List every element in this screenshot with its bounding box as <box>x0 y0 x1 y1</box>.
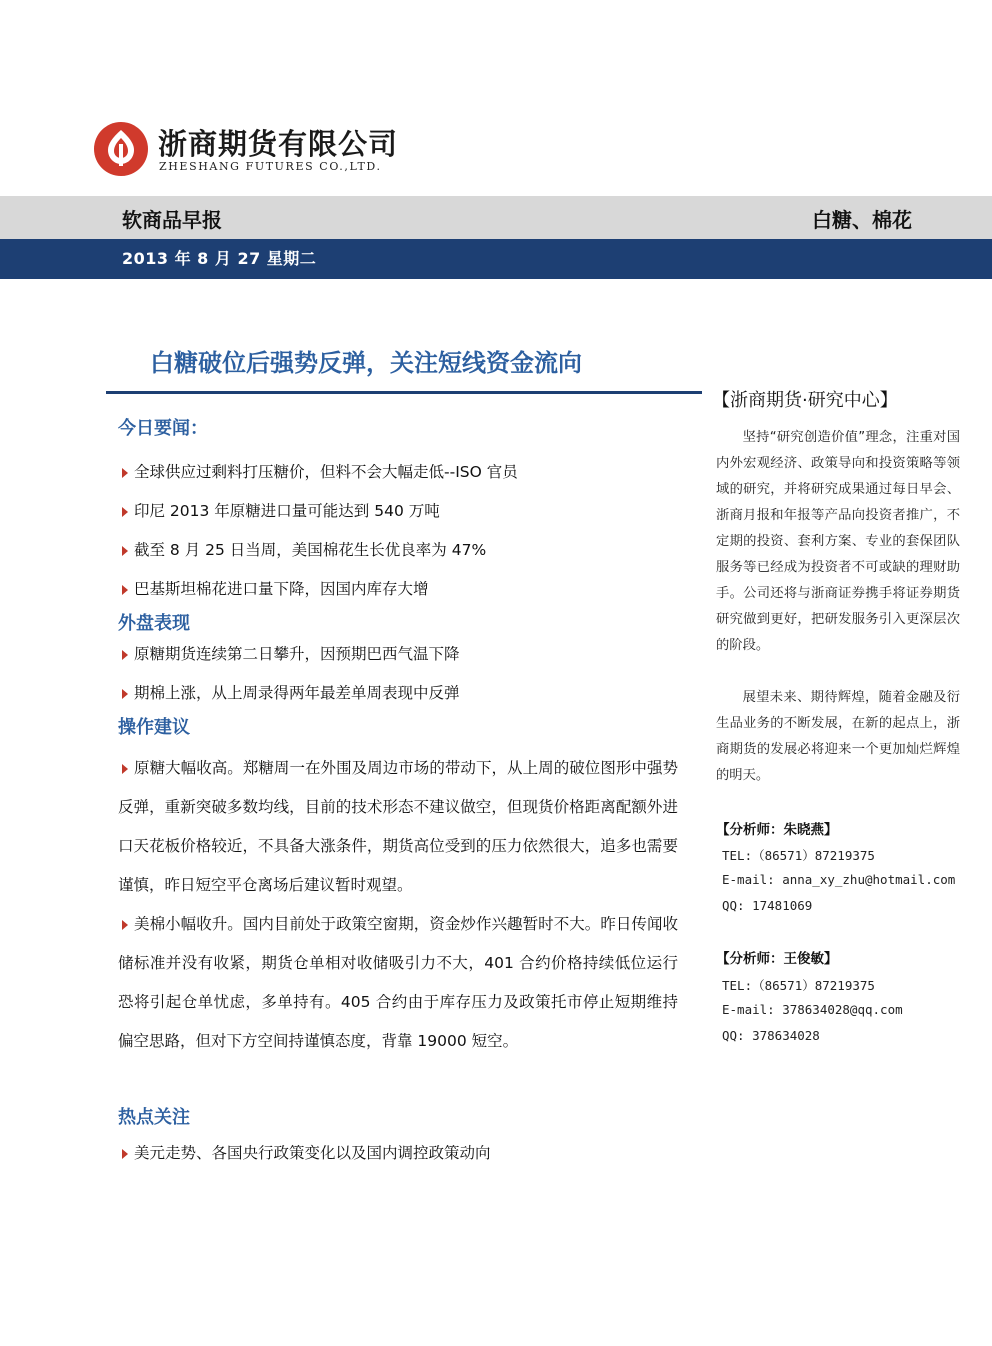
list-item <box>122 577 429 599</box>
sidebar-outlook-paragraph: 展望未来、期待辉煌，随着金融及衍生品业务的不断发展，在新的起点上，浙商期货的发展必将迎来一个更加灿烂辉煌的明天。 <box>716 690 960 783</box>
section-title-advice: 操作建议 <box>118 717 190 738</box>
bullet-arrow-icon <box>122 468 128 478</box>
sidebar-intro-paragraph: 坚持“研究创造价值”理念，注重对国内外宏观经济、政策导向和投资策略等领域的研究，并将研究成果通过每日早会、浙商月报和年报等产品向投资者推广，不定期的投资、套利方案、专业的套保团队服务等已经成为投资者不可或缺的理财助手。公司还将与浙商证券携手将证券期货研究做到更好，把研发服务引入更深层次的阶段。 <box>716 430 960 653</box>
list-item <box>122 538 486 560</box>
bullet-arrow-icon <box>122 920 128 930</box>
report-type: 软商品早报 <box>122 208 222 232</box>
overseas-item-text: 期棉上涨，从上周录得两年最差单周表现中反弹 <box>134 684 460 702</box>
focus-item-text: 美元走势、各国央行政策变化以及国内调控政策动向 <box>134 1144 491 1162</box>
list-item <box>122 1141 491 1163</box>
overseas-item-text: 原糖期货连续第二日攀升，因预期巴西气温下降 <box>134 645 460 663</box>
bullet-arrow-icon <box>122 1149 128 1159</box>
company-logo <box>92 118 399 182</box>
company-logo-mark-icon <box>92 120 150 178</box>
report-date: 2013 年 8 月 27 星期二 <box>122 249 317 268</box>
bullet-arrow-icon <box>122 650 128 660</box>
analyst-email[interactable]: E-mail: anna_xy_zhu@hotmail.com <box>722 872 956 887</box>
company-name-cn: 浙商期货有限公司 <box>158 127 399 161</box>
bullet-arrow-icon <box>122 689 128 699</box>
list-item <box>122 642 460 664</box>
advice-text: 美棉小幅收升。国内目前处于政策空窗期，资金炒作兴趣暂时不大。昨日传闻收储标准并没有收紧，期货仓单相对收储吸引力不大，401 合约价格持续低位运行恐将引起仓单忧虑，多单持有。405 合约由于库存压力及政策托市停止短期维持偏空思路，但对下方空间持谨慎态度，背靠 19000 短空。 <box>118 915 678 1050</box>
news-item-text: 截至 8 月 25 日当周，美国棉花生长优良率为 47% <box>134 541 487 559</box>
analyst-tel: TEL:（86571）87219375 <box>722 848 875 863</box>
section-title-news: 今日要闻： <box>118 418 208 439</box>
report-products: 白糖、棉花 <box>812 208 912 232</box>
sidebar-title: 【浙商期货·研究中心】 <box>712 390 898 411</box>
list-item <box>122 499 440 521</box>
advice-text: 原糖大幅收高。郑糖周一在外围及周边市场的带动下，从上周的破位图形中强势反弹，重新突破多数均线，目前的技术形态不建议做空，但现货价格距离配额外进口天花板价格较近，不具备大涨条件，期货高位受到的压力依然很大，追多也需要谨慎，昨日短空平仓离场后建议暂时观望。 <box>118 759 678 894</box>
news-item-text: 全球供应过剩料打压糖价，但料不会大幅走低--ISO 官员 <box>134 463 518 481</box>
analyst-email[interactable]: E-mail: 378634028@qq.com <box>722 1002 903 1017</box>
analyst-name: 【分析师：王俊敏】 <box>716 951 838 967</box>
list-item <box>122 460 518 482</box>
advice-paragraph-sugar <box>118 749 678 905</box>
bullet-arrow-icon <box>122 546 128 556</box>
news-item-text: 巴基斯坦棉花进口量下降，因国内库存大增 <box>134 580 429 598</box>
bullet-arrow-icon <box>122 585 128 595</box>
analyst-tel: TEL:（86571）87219375 <box>722 978 875 993</box>
analyst-qq: QQ: 378634028 <box>722 1028 820 1043</box>
analyst-qq: QQ: 17481069 <box>722 898 813 913</box>
company-name-en: ZHESHANG FUTURES CO.,LTD. <box>159 160 382 173</box>
title-divider <box>106 391 702 394</box>
bullet-arrow-icon <box>122 764 128 774</box>
page-title: 白糖破位后强势反弹，关注短线资金流向 <box>150 349 582 377</box>
section-title-overseas: 外盘表现 <box>118 613 190 634</box>
list-item <box>122 681 460 703</box>
bullet-arrow-icon <box>122 507 128 517</box>
section-title-focus: 热点关注 <box>118 1107 190 1128</box>
news-item-text: 印尼 2013 年原糖进口量可能达到 540 万吨 <box>134 502 440 520</box>
analyst-name: 【分析师：朱晓燕】 <box>716 822 838 838</box>
advice-paragraph-cotton <box>118 905 678 1061</box>
